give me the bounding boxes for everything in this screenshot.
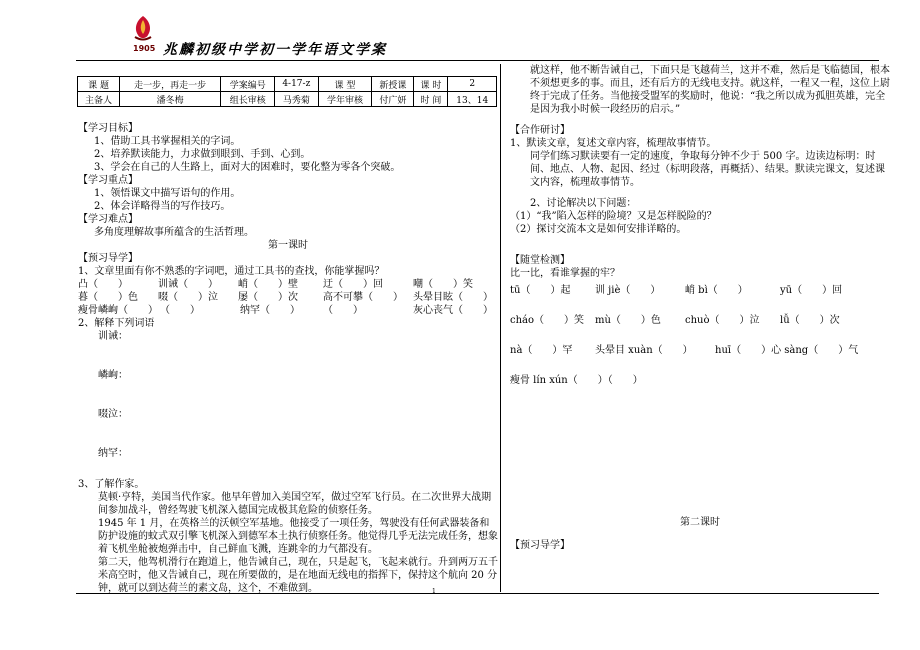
char-item: 高不可攀（ ） — [323, 292, 403, 303]
section-heading: 【学习重点】 — [78, 175, 138, 186]
char-item: （ ） — [160, 305, 200, 316]
meta-cell: 走一步，再走一步 — [120, 77, 221, 92]
coop-item: 1、默读文章，复述文章内容，梳理故事情节。 — [510, 138, 717, 149]
bio-paragraph: 第二天，他驾机滑行在跑道上，他告诫自己，现在，只是起飞，飞起来就行。升到两万五千米高空时，他又告诫自己，现在所要做的，是在地面无线电的指挥下，保持这个航向 20 分钟，就可以到达荷兰的素文岛，这个，不难做到。 — [98, 557, 498, 594]
char-item: 峭（ ）壁 — [238, 279, 298, 290]
section-heading: 【学习难点】 — [78, 214, 138, 225]
test-intro: 比一比，看谁掌握的牢？ — [510, 268, 620, 279]
page-title: 兆麟初级中学初一学年语文学案 — [163, 42, 387, 58]
bio-paragraph: 莫顿·亨特，美国当代作家。他早年曾加入美国空军，做过空军飞行员。在二次世界大战期间参加战斗，曾经驾驶飞机深入德国完成极其危险的侦察任务。 — [98, 492, 492, 516]
coop-detail: 同学们练习默读要有一定的速度，争取每分钟不少于 500 字。边读边标明：时间、地点、人物、起因、经过（标明段落，再概括）、结果。默读完课文，复述课文内容，梳理故事情节。 — [530, 151, 885, 188]
word-item: 啜泣： — [98, 409, 128, 420]
coop-question: （1）“我”陷入怎样的险境？又是怎样脱险的？ — [510, 211, 717, 222]
char-item: 嘲（ ）笑 — [413, 279, 473, 290]
word-item: 纳罕： — [98, 448, 128, 459]
key-item: 1、领悟课文中描写语句的作用。 — [94, 188, 241, 199]
pinyin-item: 峭 bì（ ） — [685, 285, 748, 296]
pinyin-item: mù（ ）色 — [595, 315, 661, 326]
char-row — [78, 291, 498, 304]
goal-item: 3、学会在自己的人生路上，面对大的困难时，要化整为零各个突破。 — [94, 162, 401, 173]
char-item: 纳罕（ ） — [240, 305, 300, 316]
header-rule — [76, 60, 879, 61]
meta-cell: 课 型 — [318, 77, 372, 92]
pinyin-item: lǚ（ ）次 — [780, 315, 840, 326]
pinyin-item: yū（ ）回 — [780, 285, 843, 296]
lesson-meta-table — [77, 76, 497, 107]
column-divider — [500, 64, 501, 592]
char-row — [78, 278, 498, 291]
section-heading: 【合作研讨】 — [510, 125, 570, 136]
meta-cell: 潘冬梅 — [120, 92, 221, 107]
logo-year: 1905 — [133, 44, 156, 53]
section-heading: 【学习目标】 — [78, 123, 138, 134]
difficulty-text: 多角度理解故事所蕴含的生活哲理。 — [94, 227, 254, 238]
pinyin-row — [510, 370, 890, 392]
goal-item: 2、培养默读能力，力求做到眼到、手到、心到。 — [94, 149, 311, 160]
section-heading: 【预习导学】 — [78, 253, 138, 264]
char-item: 暮（ ）色 — [78, 292, 138, 303]
meta-row-2 — [78, 92, 497, 107]
footer-rule — [76, 593, 879, 594]
meta-cell: 主备人 — [78, 92, 120, 107]
pinyin-item: nà（ ）罕 — [510, 345, 573, 356]
char-item: 瘦骨嶙峋（ ） — [78, 305, 158, 316]
pinyin-item: huī（ ）心 sàng（ ）气 — [715, 345, 859, 356]
meta-cell: 学年审核 — [318, 92, 372, 107]
meta-cell: 4-17-z — [275, 77, 318, 92]
meta-cell: 学案编号 — [221, 77, 275, 92]
pinyin-row — [510, 280, 890, 302]
char-item: （ ） — [323, 305, 363, 316]
pinyin-item: cháo（ ）笑 — [510, 315, 585, 326]
char-item: 凸（ ） — [78, 279, 128, 290]
section-heading: 【预习导学】 — [510, 540, 570, 551]
pinyin-item: tū（ ）起 — [510, 285, 571, 296]
pinyin-row — [510, 310, 890, 332]
coop-item: 2、讨论解决以下问题： — [530, 198, 637, 209]
meta-cell: 时 间 — [414, 92, 448, 107]
goal-item: 1、借助工具书掌握相关的字词。 — [94, 136, 241, 147]
meta-cell: 组长审核 — [221, 92, 275, 107]
meta-cell: 2 — [448, 77, 497, 92]
pinyin-item: 训 jiè（ ） — [595, 285, 661, 296]
pinyin-item: chuò（ ）泣 — [685, 315, 760, 326]
meta-cell: 新授课 — [372, 77, 414, 92]
word-item: 训诫： — [98, 331, 128, 342]
story-paragraph: 就这样，他不断告诫自己，下面只是飞越荷兰，这并不难，然后是飞临德国，根本不须想更多的事。而且，还有后方的无线电支持。就这样，一程又一程，这位上尉终于完成了任务。当他接受盟军的奖励时，他说：“我之所以成为孤胆英雄，完全是因为我小时候一段经历的启示。” — [530, 65, 890, 115]
pinyin-item: 瘦骨 lín xún（ ）（ ） — [510, 375, 643, 386]
lesson-heading: 第一课时 — [268, 240, 308, 251]
char-item: 迂（ ）回 — [323, 279, 383, 290]
school-logo — [130, 15, 156, 43]
meta-cell: 课 时 — [414, 77, 448, 92]
lesson-heading: 第二课时 — [680, 517, 720, 528]
section-heading: 【随堂检测】 — [510, 255, 570, 266]
question: 1、文章里面有你不熟悉的字词吧，通过工具书的查找，你能掌握吗？ — [78, 266, 385, 277]
meta-cell: 付广妍 — [372, 92, 414, 107]
pinyin-row — [510, 340, 890, 362]
char-item: 头晕目眩（ ） — [413, 292, 493, 303]
left-column — [78, 122, 498, 595]
question: 3、了解作家。 — [78, 479, 145, 490]
word-item: 嶙峋： — [98, 370, 128, 381]
meta-cell: 课 题 — [78, 77, 120, 92]
meta-cell: 13、14 — [448, 92, 497, 107]
char-row — [78, 304, 498, 317]
meta-cell: 马秀菊 — [275, 92, 318, 107]
key-item: 2、体会详略得当的写作技巧。 — [94, 201, 231, 212]
char-item: 屡（ ）次 — [238, 292, 298, 303]
char-item: 灰心丧气（ ） — [413, 305, 493, 316]
meta-row-1 — [78, 77, 497, 92]
right-column — [510, 64, 890, 552]
bio-paragraph: 1945 年 1 月，在英格兰的沃顿空军基地。他接受了一项任务，驾驶没有任何武器装备和防护设施的蚊式双引擎飞机深入到德军本土执行侦察任务。他觉得几乎无法完成任务，想象着飞机坐舱被炮弹击中，自己鲜血飞溅，连跳伞的力气都没有。 — [98, 518, 498, 555]
char-item: 啜（ ）泣 — [158, 292, 218, 303]
coop-question: （2）探讨交流本文是如何安排详略的。 — [510, 224, 687, 235]
question: 2、解释下列词语 — [78, 318, 155, 329]
char-item: 训诫（ ） — [158, 279, 218, 290]
page-number: 1 — [432, 588, 436, 595]
pinyin-item: 头晕目 xuàn（ ） — [595, 345, 693, 356]
